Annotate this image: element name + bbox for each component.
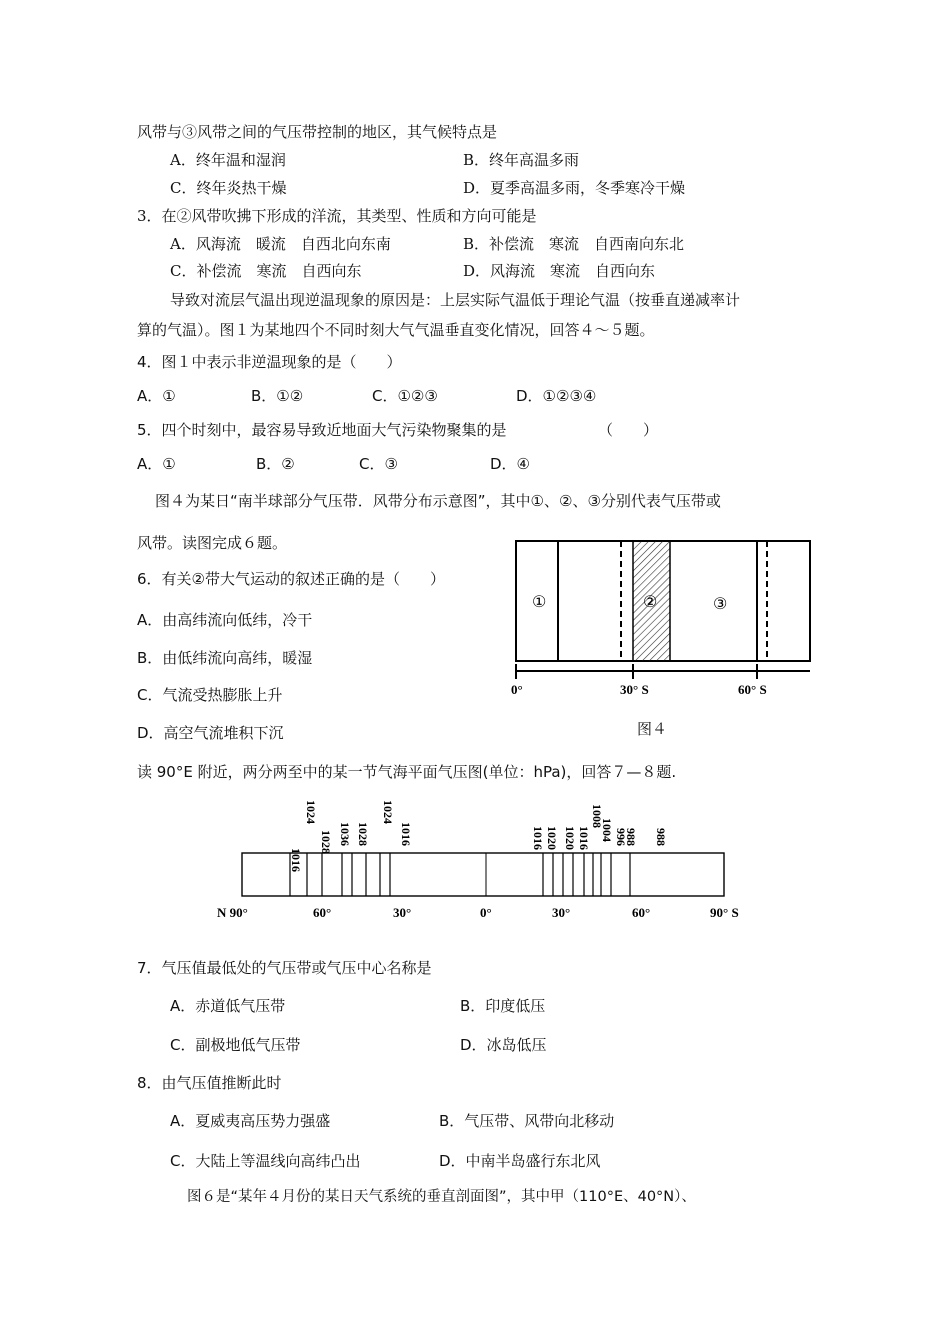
band-label-3: ③	[713, 596, 728, 613]
q5-option-d: D．④	[490, 455, 530, 473]
tick-label-0: 0°	[511, 682, 523, 697]
band-label-1: ①	[532, 594, 547, 611]
q7-option-b: B．印度低压	[460, 997, 546, 1015]
axis-label-n30: 30°	[393, 905, 412, 920]
q6-option-b: B．由低纬流向高纬，暖湿	[137, 649, 313, 667]
axis-label-s30: 30°	[552, 905, 571, 920]
figure-4-diagram	[505, 536, 815, 706]
q8-option-a: A．夏威夷高压势力强盛	[170, 1112, 331, 1130]
q3-option-d: D．风海流 寒流 自西向东	[463, 262, 656, 280]
q7-option-d: D．冰岛低压	[460, 1036, 547, 1054]
pressure-profile-diagram	[210, 790, 755, 930]
pressure-strip	[242, 853, 724, 896]
figure-4-caption: 图４	[637, 720, 668, 738]
q4-option-c: C．①②③	[372, 387, 438, 405]
pressure-label: 1016	[399, 822, 413, 846]
q5-option-c: C．③	[359, 455, 398, 473]
pressure-label: 1016	[289, 848, 303, 872]
q6-option-d: D．高空气流堆积下沉	[137, 724, 284, 742]
q4-option-b: B．①②	[251, 387, 304, 405]
pressure-label: 988	[654, 828, 668, 846]
pressure-label: 1016	[577, 826, 591, 850]
axis-label-s60: 60°	[632, 905, 651, 920]
q3-stem: 3．在②风带吹拂下形成的洋流，其类型、性质和方向可能是	[137, 207, 537, 225]
q2-option-d: D．夏季高温多雨，冬季寒冷干燥	[463, 179, 686, 197]
q2-option-c: C．终年炎热干燥	[170, 179, 287, 197]
intro6-line2: 风带。读图完成６题。	[137, 534, 288, 552]
band-label-2: ②	[643, 594, 658, 611]
q5-paren: （ ）	[598, 421, 659, 439]
q7-option-c: C．副极地低气压带	[170, 1036, 301, 1054]
q4-option-d: D．①②③④	[516, 387, 597, 405]
intro45-line2: 算的气温）。图１为某地四个不同时刻大气气温垂直变化情况，回答４～５题。	[137, 321, 655, 339]
q8-option-d: D．中南半岛盛行东北风	[439, 1152, 601, 1170]
q8-stem: 8．由气压值推断此时	[137, 1074, 282, 1092]
q2-option-a: A．终年温和湿润	[170, 151, 286, 169]
q2-stem: 风带与③风带之间的气压带控制的地区，其气候特点是	[137, 123, 498, 141]
q3-option-c: C．补偿流 寒流 自西向东	[170, 262, 362, 280]
tick-label-30s: 30° S	[620, 682, 649, 697]
q5-option-a: A．①	[137, 455, 176, 473]
intro6-line1: 图４为某日“南半球部分气压带．风带分布示意图”，其中①、②、③分别代表气压带或	[155, 492, 721, 510]
intro45-line1: 导致对流层气温出现逆温现象的原因是：上层实际气温低于理论气温（按垂直递减率计	[170, 291, 741, 309]
tick-label-60s: 60° S	[738, 682, 767, 697]
pressure-label: 1020	[563, 826, 577, 850]
intro-fig6: 图６是“某年４月份的某日天气系统的垂直剖面图”，其中甲（110°E、40°N）、	[187, 1189, 696, 1205]
pressure-label: 1024	[381, 800, 395, 824]
pressure-label: 1036	[338, 822, 352, 846]
q6-option-a: A．由高纬流向低纬，冷干	[137, 611, 313, 629]
q4-stem: 4．图１中表示非逆温现象的是（ ）	[137, 353, 402, 371]
pressure-label: 1020	[545, 826, 559, 850]
q6-stem: 6．有关②带大气运动的叙述正确的是（ ）	[137, 570, 445, 588]
pressure-label: 1016	[531, 826, 545, 850]
axis-label-0: 0°	[480, 905, 492, 920]
axis-label-s90: 90° S	[710, 905, 739, 920]
pressure-label: 996	[614, 828, 628, 846]
q7-option-a: A．赤道低气压带	[170, 997, 286, 1015]
q4-option-a: A．①	[137, 387, 176, 405]
intro78: 读 90°E 附近，两分两至中的某一节气海平面气压图(单位：hPa)，回答７—８题.	[137, 763, 677, 781]
pressure-label: 1028	[356, 822, 370, 846]
pressure-label: 1008	[590, 804, 604, 828]
q5-option-b: B．②	[256, 455, 295, 473]
q5-stem: 5．四个时刻中，最容易导致近地面大气污染物聚集的是	[137, 421, 507, 439]
pressure-label: 1028	[319, 830, 333, 854]
q8-option-c: C．大陆上等温线向高纬凸出	[170, 1152, 361, 1170]
q6-option-c: C．气流受热膨胀上升	[137, 686, 283, 704]
q7-stem: 7．气压值最低处的气压带或气压中心名称是	[137, 959, 432, 977]
pressure-label: 1024	[304, 800, 318, 824]
pressure-label: 988	[624, 828, 638, 846]
pressure-label: 1004	[600, 818, 614, 842]
q2-option-b: B．终年高温多雨	[463, 151, 580, 169]
axis-label-n60: 60°	[313, 905, 332, 920]
q8-option-b: B．气压带、风带向北移动	[439, 1112, 615, 1130]
q3-option-b: B．补偿流 寒流 自西南向东北	[463, 235, 685, 253]
axis-label-n90: N 90°	[217, 905, 248, 920]
q3-option-a: A．风海流 暖流 自西北向东南	[170, 235, 391, 253]
